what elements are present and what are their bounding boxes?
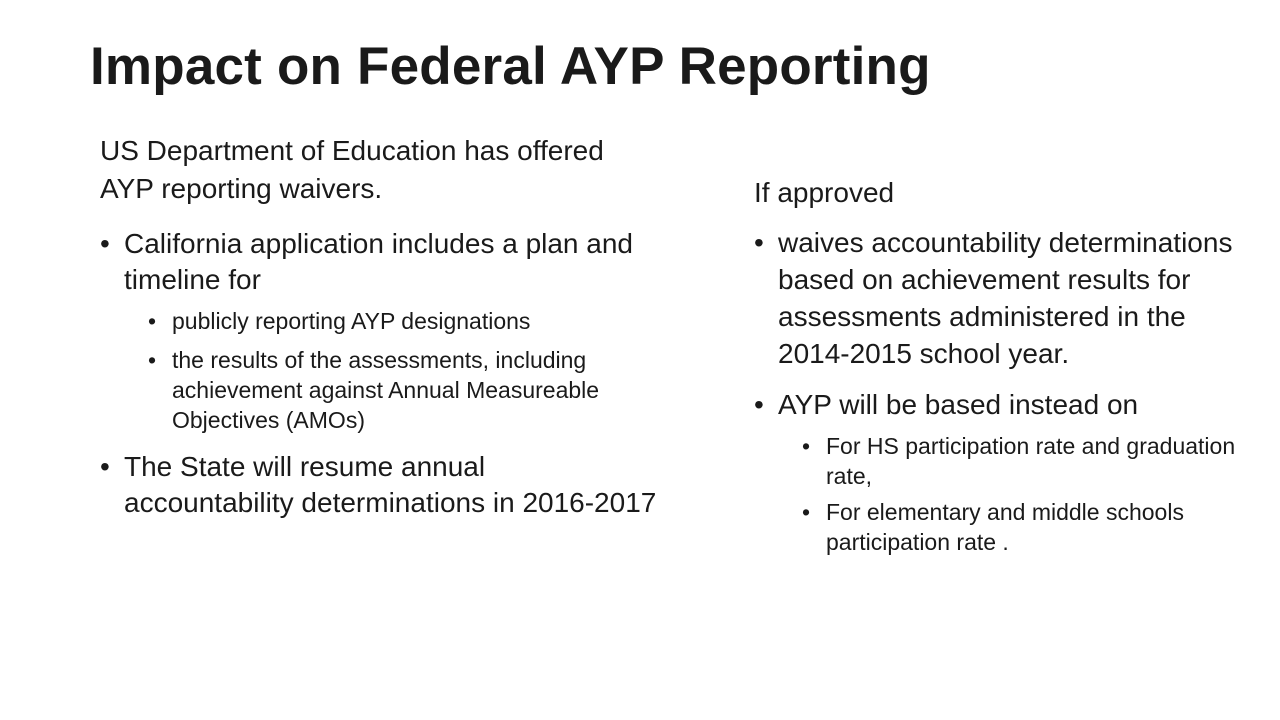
bullet-item <box>100 226 660 435</box>
bullet-icon: • <box>100 451 110 482</box>
left-bullet-list <box>100 226 660 521</box>
bullet-text: waives accountability determinations based on achievement results for assessments administered in the 2014-2015 school year. <box>778 227 1233 369</box>
bullet-icon: • <box>802 499 811 525</box>
sub-bullet-text: the results of the assessments, including achievement against Annual Measureable Objectives (AMOs) <box>172 347 600 433</box>
slide-title: Impact on Federal AYP Reporting <box>90 37 931 96</box>
sub-bullet-item <box>778 431 1244 491</box>
right-column <box>754 174 1244 571</box>
sub-bullet-item <box>778 497 1244 557</box>
left-column <box>100 132 660 535</box>
bullet-icon: • <box>148 308 157 334</box>
sub-bullet-text: For elementary and middle schools participation rate . <box>826 499 1184 555</box>
bullet-item <box>100 449 660 521</box>
bullet-icon: • <box>802 433 811 459</box>
right-intro: If approved <box>754 177 895 208</box>
sub-bullet-item <box>124 306 660 336</box>
bullet-text: AYP will be based instead on <box>778 389 1139 420</box>
bullet-item <box>754 386 1244 557</box>
bullet-item <box>754 224 1244 372</box>
sub-bullet-text: For HS participation rate and graduation rate, <box>826 433 1236 489</box>
sub-bullet-list <box>778 431 1244 557</box>
left-intro: US Department of Education has offered AYP reporting waivers. <box>100 135 604 204</box>
bullet-icon: • <box>754 389 764 420</box>
bullet-icon: • <box>100 228 110 259</box>
sub-bullet-text: publicly reporting AYP designations <box>172 308 531 334</box>
right-bullet-list <box>754 224 1244 557</box>
bullet-icon: • <box>148 347 157 373</box>
sub-bullet-list <box>124 306 660 435</box>
bullet-text: California application includes a plan and timeline for <box>124 228 634 295</box>
bullet-text: The State will resume annual accountability determinations in 2016-2017 <box>124 451 657 518</box>
sub-bullet-item <box>124 345 660 435</box>
bullet-icon: • <box>754 227 764 258</box>
